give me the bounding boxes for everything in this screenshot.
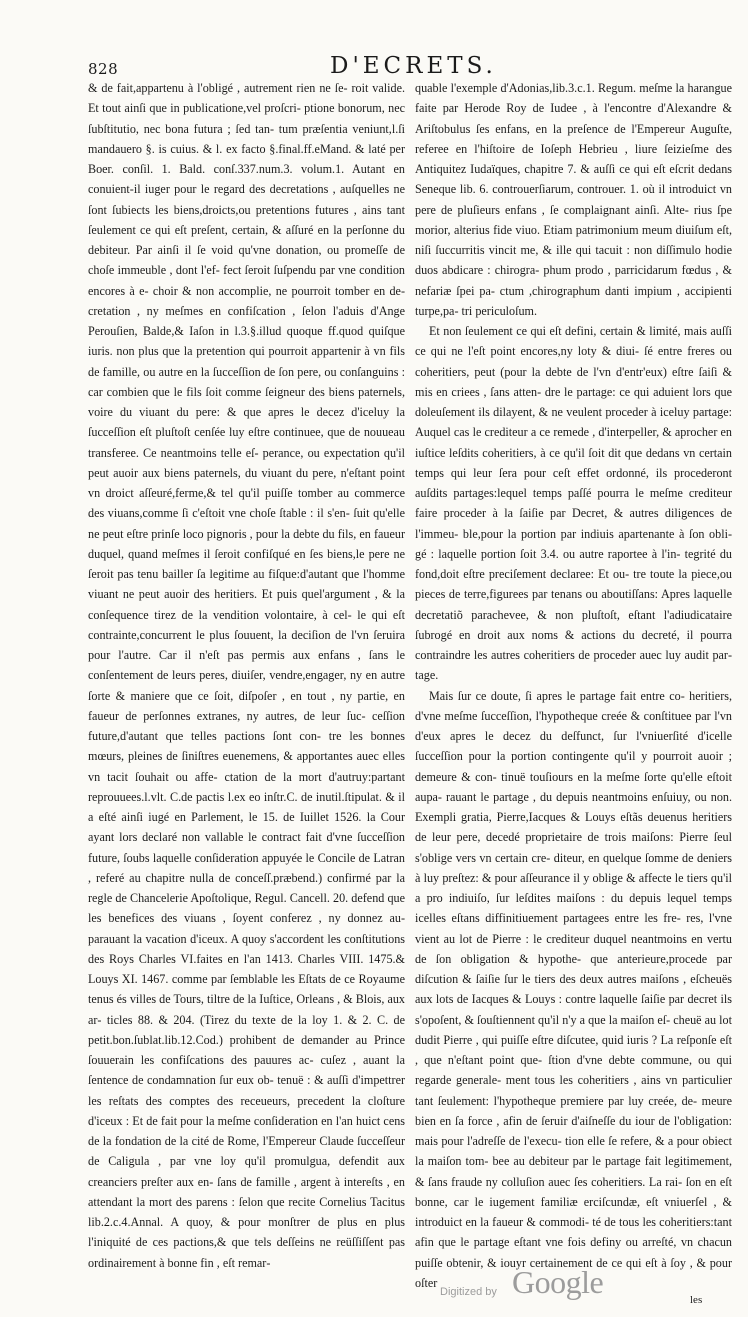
google-watermark: [440, 1264, 646, 1304]
digitized-by-label: Digitized by: [440, 1286, 497, 1298]
right-column: [415, 78, 732, 1293]
right-paragraph-3: Mais ſur ce doute, ſi apres le partage fait entre co‑ heritiers, d'vne meſme ſucceſſion, l'hypotheque creée & conſtituee par l'vn d'eux apres le decez du deſfunct, ſur l'vniuerſité d'icelle ſucceſſion pour la portion contingente qu'il y pourroit auoir ; demeure & con‑ tinuë touſiours en la meſme ſorte qu'elle eſtoit aupa‑ rauant le partage , du depuis neantmoins enſuiuy, ou non. Exempli gratia, Pierre,Iacques & Louys eſtãs deuenus heritiers de leur pere, decedé proprietaire de trois maiſons: Pierre ſeul s'oblige vers vn certain cre‑ diteur, en quelque ſomme de deniers à luy preſtez: & pour aſſeurance il y oblige & affecte le tiers qu'il a pro indiuiſo, ſur leſdites maiſons : du depuis lequel temps icelles eſtans diffinitiuement partagees entre les fre‑ res, l'vne vient au lot de Pierre : le crediteur duquel neantmoins en vertu de ſon obligation & hypothe‑ que anterieure,procede par diſcution & ſaiſie ſur le tiers des deux autres maiſons , eſcheuës aux lots de Iacques & Louys : contre laquelle ſaiſie par decret ils s'opoſent, & ſouſtiennent qu'il n'y a que la maiſon eſ‑ cheuë au lot dudit Pierre , qui puiſſe eſtre diſcutee, quid iuris ? La reſponſe eſt , que n'eſtant point que‑ ſtion d'vne debte commune, ou qui regarde generale‑ ment tous les coheritiers , ains vn particulier tant ſeulement: l'hypotheque premiere par luy creée, de‑ meure bien en ſa force , afin de ſeruir d'aiſneſſe du iour de l'obligation: mais pour l'adreſſe de l'execu‑ tion elle ſe refere, & a pour obiect la maiſon tom‑ bee au debiteur par le partage fait legitimement, & ſans fraude ny colluſion auec ſes coheritiers. La rai‑ ſon en eſt bonne, car le iugement familiæ erciſcundæ, eſt vniuerſel , & introduict en la faueur & commodi‑ té de tous les coheritiers:tant afin que le partage eſtant vne fois definy ou arreſté, vn chacun puiſſe obtenir, & iouyr certainement de ce qui eſt à ſoy , & pour oſter: [415, 688, 732, 1290]
google-logo: Google: [512, 1264, 604, 1300]
catchword: les: [690, 1294, 703, 1306]
running-title: D'ECRETS.: [330, 53, 497, 79]
left-column: [88, 78, 405, 1273]
page-number: 828: [88, 60, 119, 78]
left-paragraph-1: & de fait,appartenu à l'obligé , autrement rien ne ſe‑ roit valide. Et tout ainſi que in publicatione,vel proſcri‑ ptione bonorum, nec ſubſtitutio, nec bona futura ; ſed tan‑ tum præſentia veniunt,l.ſi mandauero §. is cuius. & l. ex facto §.final.ff.eMand. & laté per Boer. conſil. 1. Bald. conſ.337.num.3. volum.1. Autant en conuient-il iuger pour le regard des decretations , auſquelles ne ſont ſubiects les biens,droicts,ou pretentions futures , ains tant ſeulement ce qui eſt preſent, certain, & aſſuré en la perſonne du debiteur. Par ainſi il ſe void qu'vne donation, ou promeſſe de choſe immeuble , dont l'ef‑ fect ſeroit ſuſpendu par vne condition encores à e‑ choir & non accomplie, ne pourroit tomber en de‑ cretation , ny meſmes en confiſcation , ſelon l'aduis d'Ange Perouſien, Balde,& Iaſon in l.3.§.illud quoque ff.quod quiſque iuris. non plus que la pretention qui pourroit appartenir à vn fils de famille, ou autre en la ſucceſſion de ſon pere, ou conſanguins : car combien que le fils ſoit comme ſeigneur des biens paternels, voire du viuant du pere: & que apres le decez d'iceluy la ſucceſſion eſt pluſtoſt cenſée luy eſtre continuee, que de nouueau transferee. Ce neantmoins telle eſ‑ perance, ou expectation qu'il peut auoir aux biens paternels, du viuant du pere, n'eſtant point vn droict aſſeuré,ferme,& tel qu'il puiſſe tomber au commerce des viuans,comme ſi c'eſtoit vne choſe ſtable : il s'en‑ ſuit qu'elle ne peut eſtre prinſe loco pignoris , pour la debte du fils, en faueur duquel, quand meſmes il ſeroit confiſqué en ſes biens,le pere ne ſeroit pas tenu bailler ſa legitime au fiſque:d'autant que l'homme viuant ne peut auoir des heritiers. Et puis quel'argument , & la conſequence tirez de la vendition volontaire, à cel‑ le qui eſt contrainte,concurrent le plus ſouuent, la deciſion de l'vn ſeruira pour l'autre. Car il n'eſt pas permis aux enfans , ſans le conſentement de leurs peres, diuiſer, vendre,engager, ny en autre ſorte & maniere que ce ſoit, diſpoſer , en tout , ny partie, en faueur de perſonnes extranes, ny autres, de leur ſuc‑ ceſſion future,d'autant que telles pactions ſont con‑ tre les bonnes mœurs, pleines de ſiniſtres euenemens, & apportantes auec elles vn tacit ſouhait ou affe‑ ctation de la mort d'autruy:partant reprouuees.l.vlt. C.de pactis l.ex eo inſtr.C. de inutil.ſtipulat. & il a eſté ainſi iugé en Parlement, le 15. de Iuillet 1526. la Cour ayant lors declaré non vallable le contract fait d'vne ſucceſſion future, ſoubs laquelle conſideration appuyée le Concile de Latran , referé au chapitre nulla de conceſſ.præbend.) confirmé par la regle de Chancelerie Apoſtolique, Regul. Cancell. 20. defend que les benefices des viuans , ſoyent conferez , ny donnez au‑ parauant la vacation d'iceux. A quoy s'accordent les conſtitutions des Roys Charles VI.faites en l'an 1413. Charles VIII. 1475.& Louys XI. 1467. comme par ſemblable les Eſtats de ce Royaume tenus és villes de Tours, tiltre de la Iuſtice, Orleans , & Blois, aux ar‑ ticles 88. & 204. (Tirez du texte de la loy 1. & 2. C. de petit.bon.ſublat.lib.12.Cod.) prohibent de demander au Prince ſouuerain les confiſcations des pauures ac‑ cuſez , auant la ſentence de condamnation ſur eux ob‑ tenuë : & auſſi d'impettrer les reſtats des comptes des receueurs, precedent la cloſture d'iceux : Et de fait pour la meſme conſideration en l'an huict cens de la fondation de la cité de Rome, l'Empereur Claude ſucceſſeur de Caligula , par vne loy qu'il promulgua, defendit aux creanciers preſter aux en‑ ſans de famille , argent à intereſts , en attendant la mort des parens : ſelon que recite Cornelius Tacitus lib.2.c.4.Annal. A quoy, & pour monſtrer de plus en plus l'iniquité de ces pactions,& que tels deſſeins ne reüſſiſſent pas ordinairement à bonne fin , eſt remar‑: [88, 81, 405, 1270]
right-paragraph-2: Et non ſeulement ce qui eſt defini, certain & limité, mais auſſi ce qui ne l'eſt point encores,ny loty & diui‑ ſé entre freres ou coheritiers, peut (pour la debte de l'vn d'entr'eux) eſtre ſaiſi & mis en criees , ſans atten‑ dre le partage: ce qui aduient lors que doleuſement ils dilayent, & ne veulent proceder à iceluy partage: Auquel cas le crediteur a ce remede , d'interpeller, & aprocher en iuſtice leſdits coheritiers, à ce qu'il ſoit dit que dedans vn certain temps qui leur ſera pour ceſt effet ordonné, ils procederont auſdits partages:lequel temps paſſé pourra le meſme crediteur faire proceder à la ſaiſie par Decret, & autres diligences de l'immeu‑ ble,pour la portion par indiuis apartenante à ſon obli‑ gé : laquelle portion ſoit 3.4. ou autre raportee à l'in‑ tegrité du fond,doit eſtre preciſement declaree: Et ou‑ tre toute la piece,ou pieces de terre,figurees par tenans ou aboutiſſans: Apres laquelle decretatiõ parachevee, & non pluſtoſt, eſtant l'adiudicataire ſubrogé en droit aux noms & actions du decreté, il pourra contraindre les autres coheritiers de proceder auec luy audit par‑ tage.: [415, 324, 732, 683]
right-paragraph-1: quable l'exemple d'Adonias,lib.3.c.1. Regum. meſme la harangue faite par Herode Roy de Iudee , à l'encontre d'Alexandre & Ariſtobulus ſes enfans, en la preſence de l'Empereur Auguſte, referee en l'hiſtoire de Ioſeph Hebrieu , liure ſeizieſme des Antiquitez Iudaïques, chapitre 7. & auſſi ce qui eſt eſcrit dedans Seneque lib. 6. controuerſiarum, controuer. 1. où il introduict vn pere de pluſieurs enfans , ſe complaignant ainſi. Alte‑ rius ſpe morior, alterius fide viuo. Etiam patrimonium meum diuiſum eſt, niſi ſuccurritis vincit me, & ille qui tacuit : non diſſimulo hodie duos abdicare : chirogra‑ phum prodo , parricidarum fœdus , & nefariæ ſpei pa‑ ctum ,chirographum danti impium , accipienti turpe,pa‑ tri periculoſum.: [415, 81, 732, 318]
